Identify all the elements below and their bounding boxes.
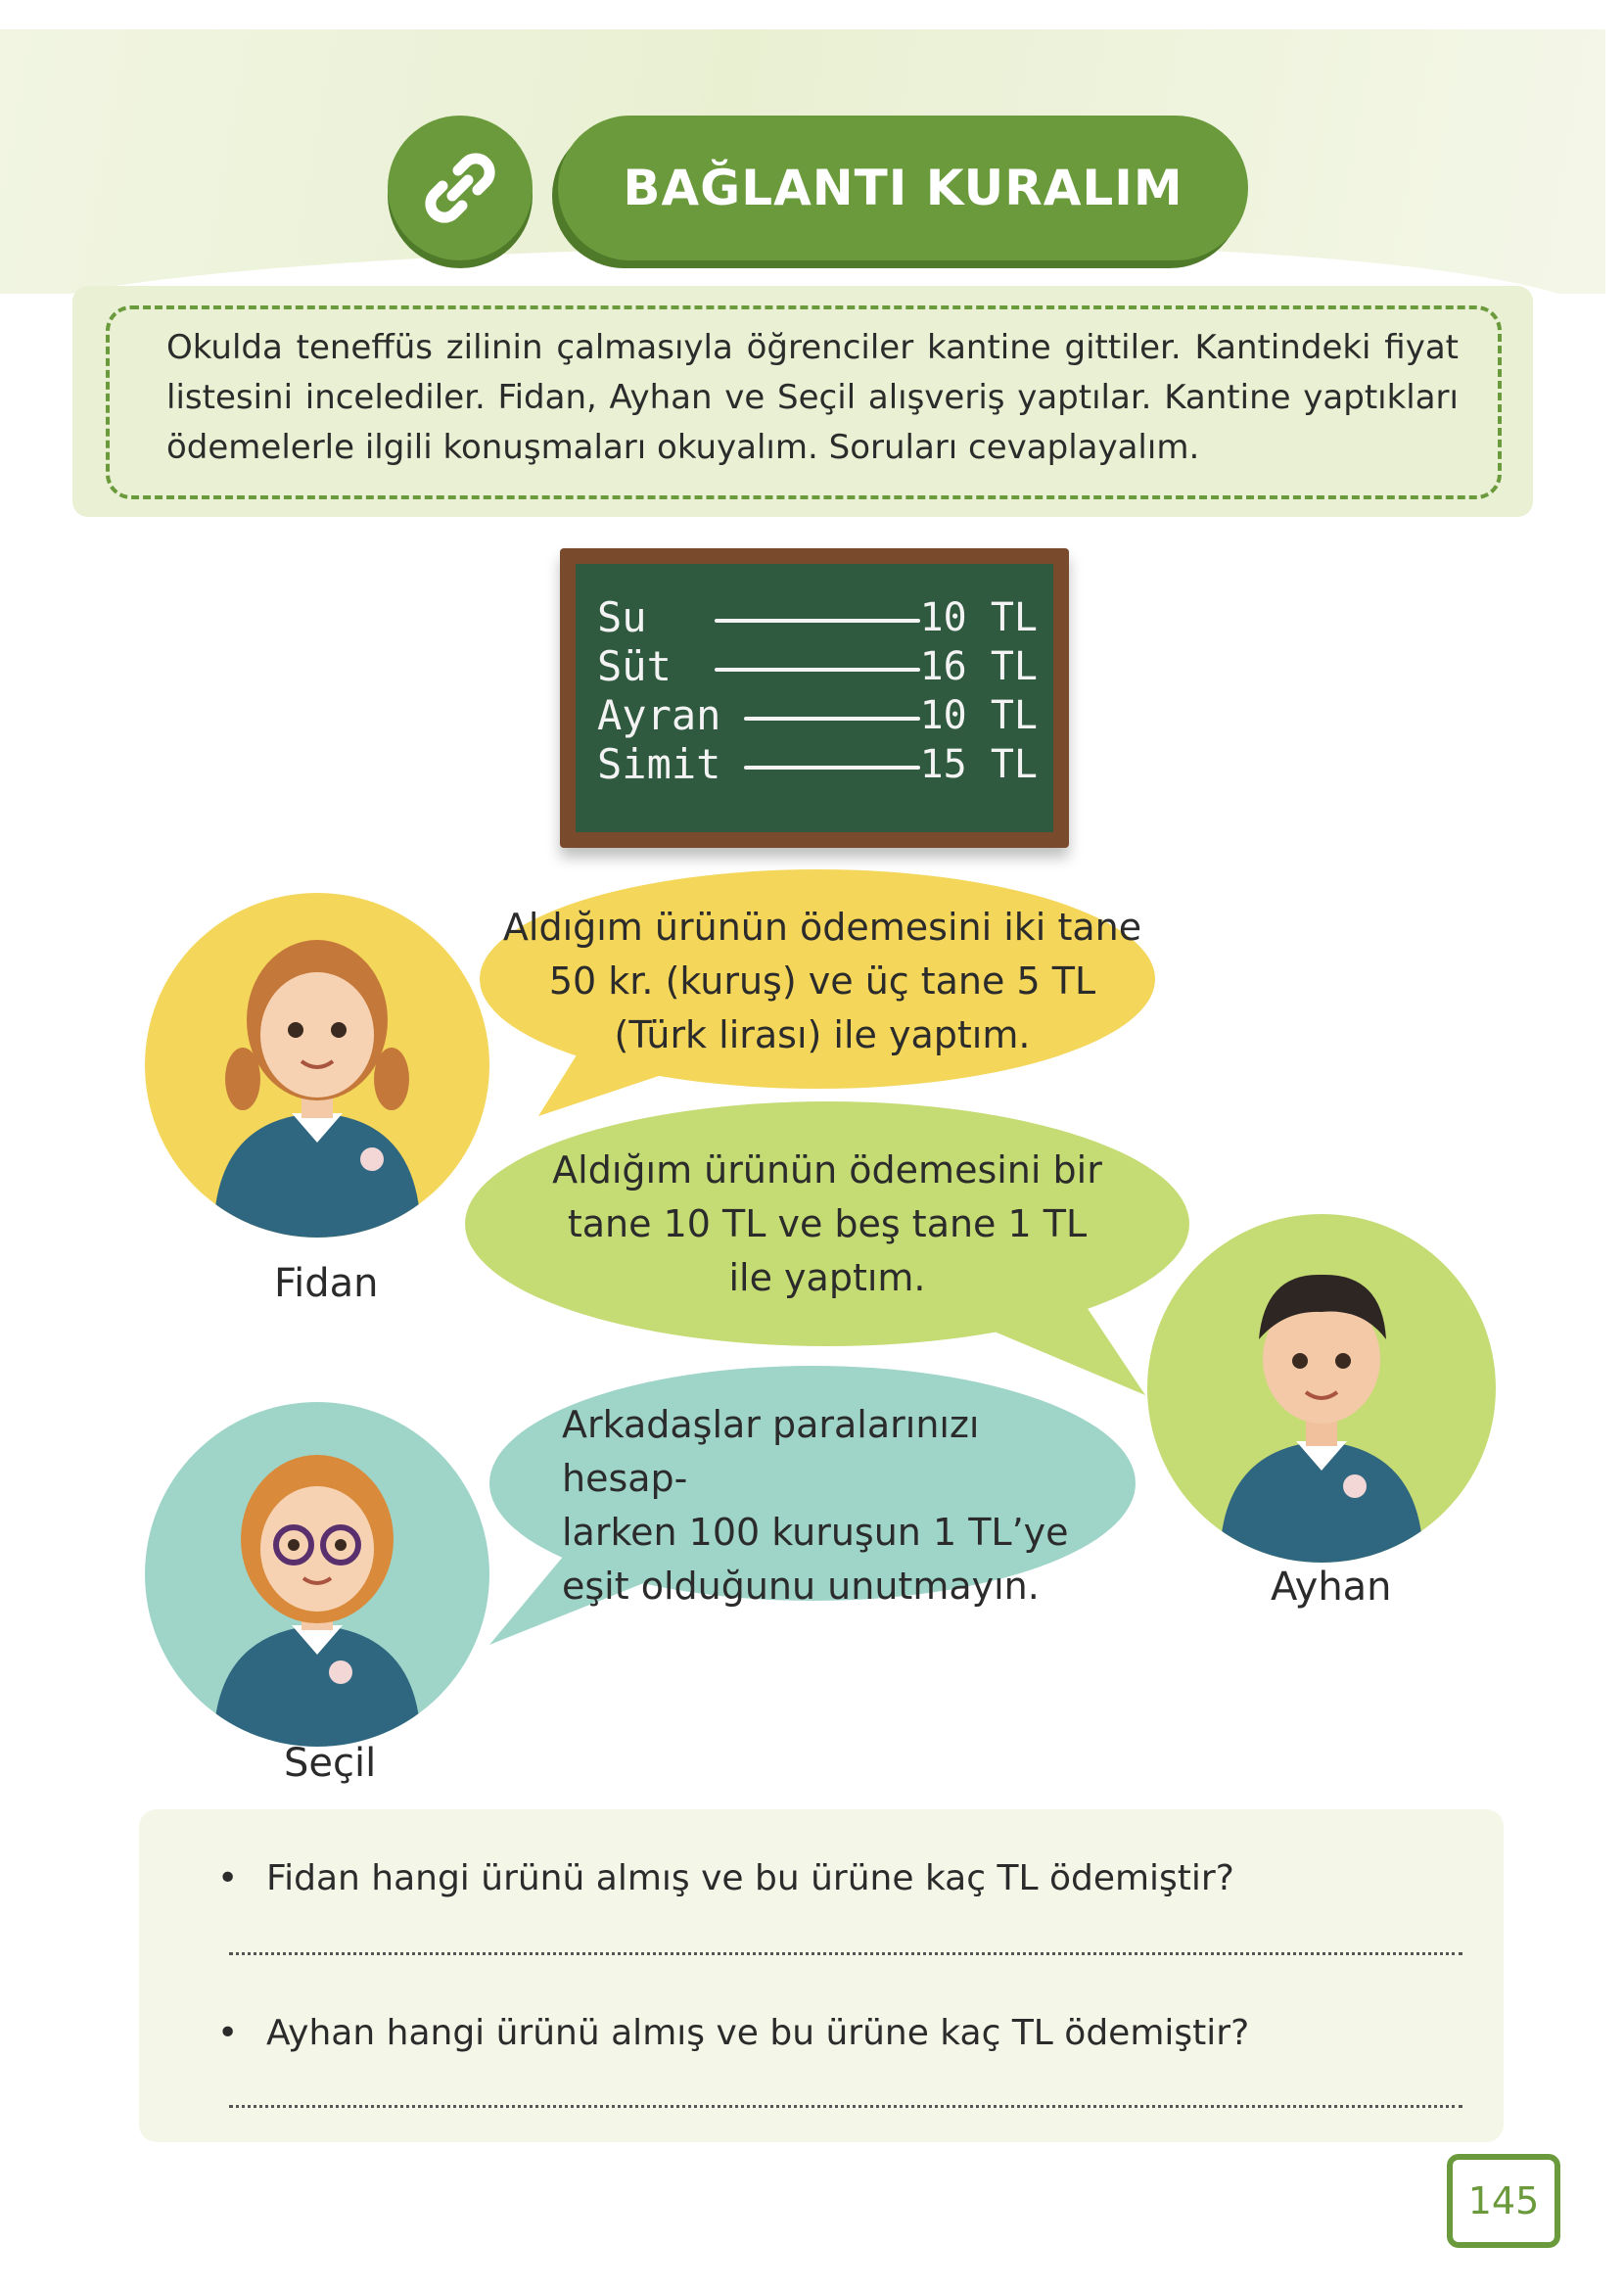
question-1: Fidan hangi ürünü almış ve bu ürüne kaç TL ödemiştir? — [266, 1858, 1234, 1898]
speech-line: Arkadaşlar paralarınızı hesap- — [562, 1403, 980, 1500]
price-item-value: 10 TL — [919, 693, 1038, 738]
page-number: 145 — [1447, 2154, 1560, 2248]
fidan-name: Fidan — [274, 1261, 379, 1306]
speech-line: (Türk lirası) ile yaptım. — [614, 1013, 1031, 1056]
section-title: BAĞLANTI KURALIM — [623, 160, 1183, 216]
speech-line: tane 10 TL ve beş tane 1 TL — [567, 1202, 1088, 1245]
answer-line-1[interactable] — [229, 1952, 1462, 1955]
price-item-name: Ayran — [597, 691, 721, 739]
ayhan-avatar — [1147, 1214, 1496, 1563]
intro-text: Okulda teneffüs zilinin çalmasıyla öğrenciler kantine gittiler. Kantindeki fiyat listesini incelediler. Fidan, Ayhan ve Seçil alışveriş yaptılar. Kantine yaptıkları ödemelerle ilgili konuşmaları okuyalım. Soruları cevaplayalım. — [166, 328, 1459, 467]
speech-line: larken 100 kuruşun 1 TL’ye — [562, 1511, 1069, 1554]
questions-box — [139, 1809, 1504, 2142]
price-item-value: 10 TL — [919, 595, 1038, 640]
answer-line-2[interactable] — [229, 2105, 1462, 2108]
speech-line: 50 kr. (kuruş) ve üç tane 5 TL — [548, 959, 1096, 1003]
speech-line: ile yaptım. — [728, 1256, 926, 1299]
price-item-name: Süt — [597, 642, 672, 690]
ayhan-name: Ayhan — [1271, 1565, 1392, 1610]
secil-name: Seçil — [284, 1741, 377, 1786]
fidan-speech-text — [489, 901, 1155, 1062]
bullet: • — [217, 1858, 239, 1898]
price-item-value: 15 TL — [919, 742, 1038, 787]
question-2: Ayhan hangi ürünü almış ve bu ürüne kaç TL ödemiştir? — [266, 2013, 1250, 2053]
price-item-name: Simit — [597, 740, 721, 788]
bullet: • — [217, 2013, 239, 2053]
speech-line: eşit olduğunu unutmayın. — [562, 1565, 1040, 1608]
speech-line: Aldığım ürünün ödemesini bir — [552, 1148, 1102, 1192]
ayhan-speech-text — [509, 1144, 1145, 1305]
secil-speech-text — [562, 1398, 1110, 1613]
fidan-avatar — [145, 893, 489, 1238]
price-item-name: Su — [597, 593, 647, 641]
price-item-value: 16 TL — [919, 644, 1038, 689]
speech-line: Aldığım ürünün ödemesini iki tane — [502, 906, 1142, 949]
secil-avatar — [145, 1402, 489, 1747]
